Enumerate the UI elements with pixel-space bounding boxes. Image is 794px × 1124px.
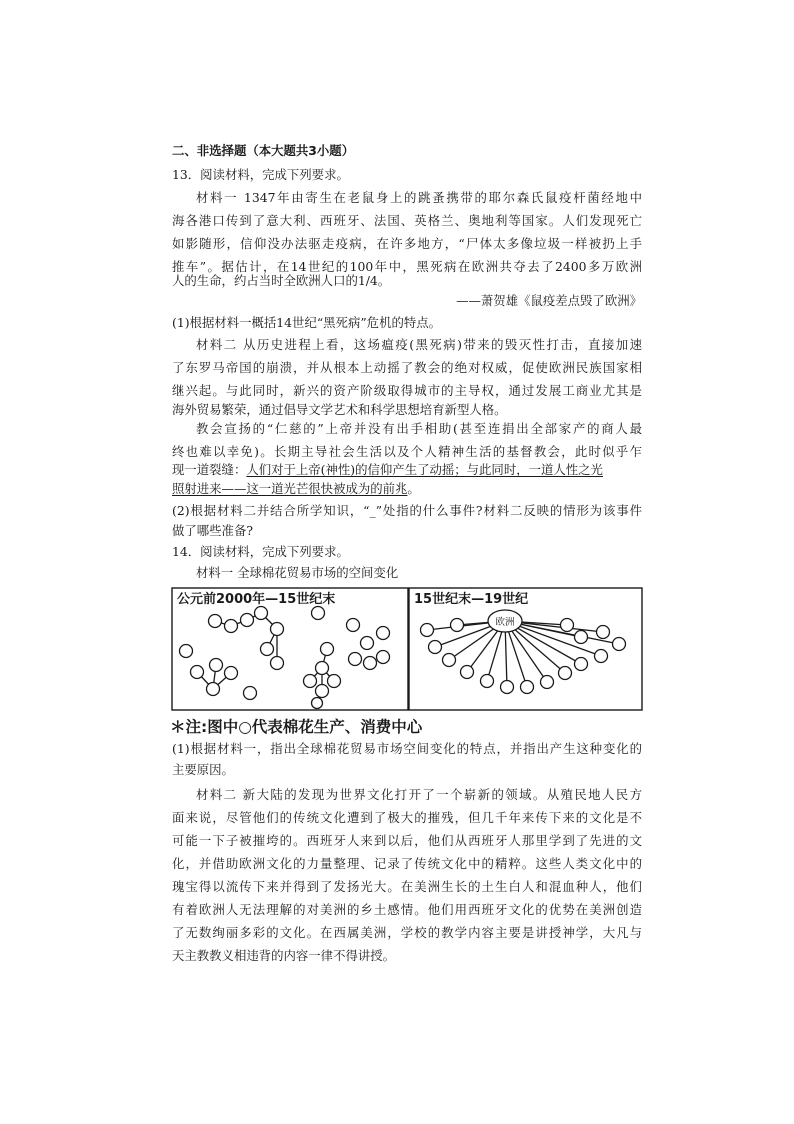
q14-stem: 14．阅读材料，完成下列要求。 bbox=[172, 544, 349, 559]
q14-m2-line: 材料二 新大陆的发现为世界文化打开了一个崭新的领域。从殖民地人民方 bbox=[196, 787, 642, 802]
q13-m2-p2-text: 现一道裂缝： bbox=[172, 462, 247, 477]
diagram-note: ＊注:图中○代表棉花生产、消费中心 bbox=[170, 718, 423, 736]
q13-m1-line: 推车”。据估计，在14世纪的100年中，黑死病在欧洲共夺去了2400多万欧洲 bbox=[172, 259, 642, 274]
q13-m2-p2-text: 。 bbox=[407, 481, 420, 496]
q13-m2-p2-line bbox=[172, 462, 642, 478]
q14-m2-line: 面来说，尽管他们的传统文化遭到了极大的摧残，但几千年来传下来的文化是不 bbox=[172, 810, 642, 825]
section-title: 二、非选择题（本大题共3小题） bbox=[172, 143, 355, 158]
q14-sub1-line: 主要原因。 bbox=[172, 762, 234, 777]
q13-m2-p2-line bbox=[172, 481, 642, 497]
cotton-trade-diagram bbox=[171, 587, 644, 711]
q13-m1-source: ——萧贺雄《鼠疫差点毁了欧洲》 bbox=[456, 293, 642, 308]
underlined-text: 人们对于上帝(神性)的信仰产生了动摇；与此同时，一道人性之光 bbox=[246, 462, 603, 477]
hub-label: 欧洲 bbox=[495, 617, 515, 628]
q13-sub1: (1)根据材料一概括14世纪“黑死病”危机的特点。 bbox=[172, 315, 442, 330]
q14-m2-line: 天主教教义相违背的内容一律不得讲授。 bbox=[172, 948, 396, 963]
q14-m2-line: 了无数绚丽多彩的文化。在西属美洲，学校的教学内容主要是讲授神学，大凡与 bbox=[172, 925, 642, 940]
q14-m2-line: 有着欧洲人无法理解的对美洲的乡土感情。他们用西班牙文化的优势在美洲创造 bbox=[172, 902, 642, 917]
q13-m2-line: 材料二 从历史进程上看，这场瘟疫(黑死病)带来的毁灭性打击，直接加速 bbox=[196, 337, 642, 352]
panel-right-title: 15世纪末—19世纪 bbox=[414, 592, 529, 607]
q13-m2-line: 了东罗马帝国的崩溃，并从根本上动摇了教会的绝对权威，促使欧洲民族国家相 bbox=[172, 360, 642, 375]
q14-m1-title: 材料一 全球棉花贸易市场的空间变化 bbox=[196, 565, 399, 580]
q14-m2-line: 可能一下子被摧垮的。西班牙人来到以后，他们从西班牙人那里学到了先进的文 bbox=[172, 833, 642, 848]
q13-m1-line: 如影随形，信仰没办法驱走疫病，在许多地方，“尸体太多像垃圾一样被扔上手 bbox=[172, 236, 642, 251]
q13-m2-line: 继兴起。与此同时，新兴的资产阶级取得城市的主导权，通过发展工商业尤其是 bbox=[172, 383, 642, 398]
underlined-text: 照射进来——这一道光芒很快被成为的前兆 bbox=[172, 481, 408, 496]
q14-m2-line: 化，并借助欧洲文化的力量整理、记录了传统文化中的精粹。这些人类文化中的 bbox=[172, 856, 642, 871]
q14-m2-line: 瑰宝得以流传下来并得到了发扬光大。在美洲生长的土生白人和混血种人，他们 bbox=[172, 879, 642, 894]
q13-sub2-line: 做了哪些准备? bbox=[172, 523, 253, 538]
q13-m1-line: 人的生命，约占当时全欧洲人口的1/4。 bbox=[172, 273, 391, 288]
q13-stem: 13．阅读材料，完成下列要求。 bbox=[172, 167, 349, 182]
q13-m1-line: 材料一 1347年由寄生在老鼠身上的跳蚤携带的耶尔森氏鼠疫杆菌经地中 bbox=[196, 190, 642, 205]
q13-m2-line: 海外贸易繁荣，通过倡导文学艺术和科学思想培育新型人格。 bbox=[172, 402, 507, 417]
q14-sub1-line: (1)根据材料一，指出全球棉花贸易市场空间变化的特点，并指出产生这种变化的 bbox=[172, 741, 642, 756]
panel-left-title: 公元前2000年—15世纪末 bbox=[177, 592, 336, 607]
q13-sub2-line: (2)根据材料二并结合所学知识，“_”处指的什么事件?材料二反映的情形为该事件 bbox=[172, 503, 642, 518]
q13-m1-line: 海各港口传到了意大利、西班牙、法国、英格兰、奥地利等国家。人们发现死亡 bbox=[172, 213, 642, 228]
q13-m2-p2-line: 终也难以幸免)。长期主导社会生活以及个人精神生活的基督教会，此时似乎乍 bbox=[172, 444, 642, 459]
q13-m2-p2-line: 教会宣扬的“仁慈的”上帝并没有出手相助(甚至连捐出全部家产的商人最 bbox=[196, 421, 642, 436]
